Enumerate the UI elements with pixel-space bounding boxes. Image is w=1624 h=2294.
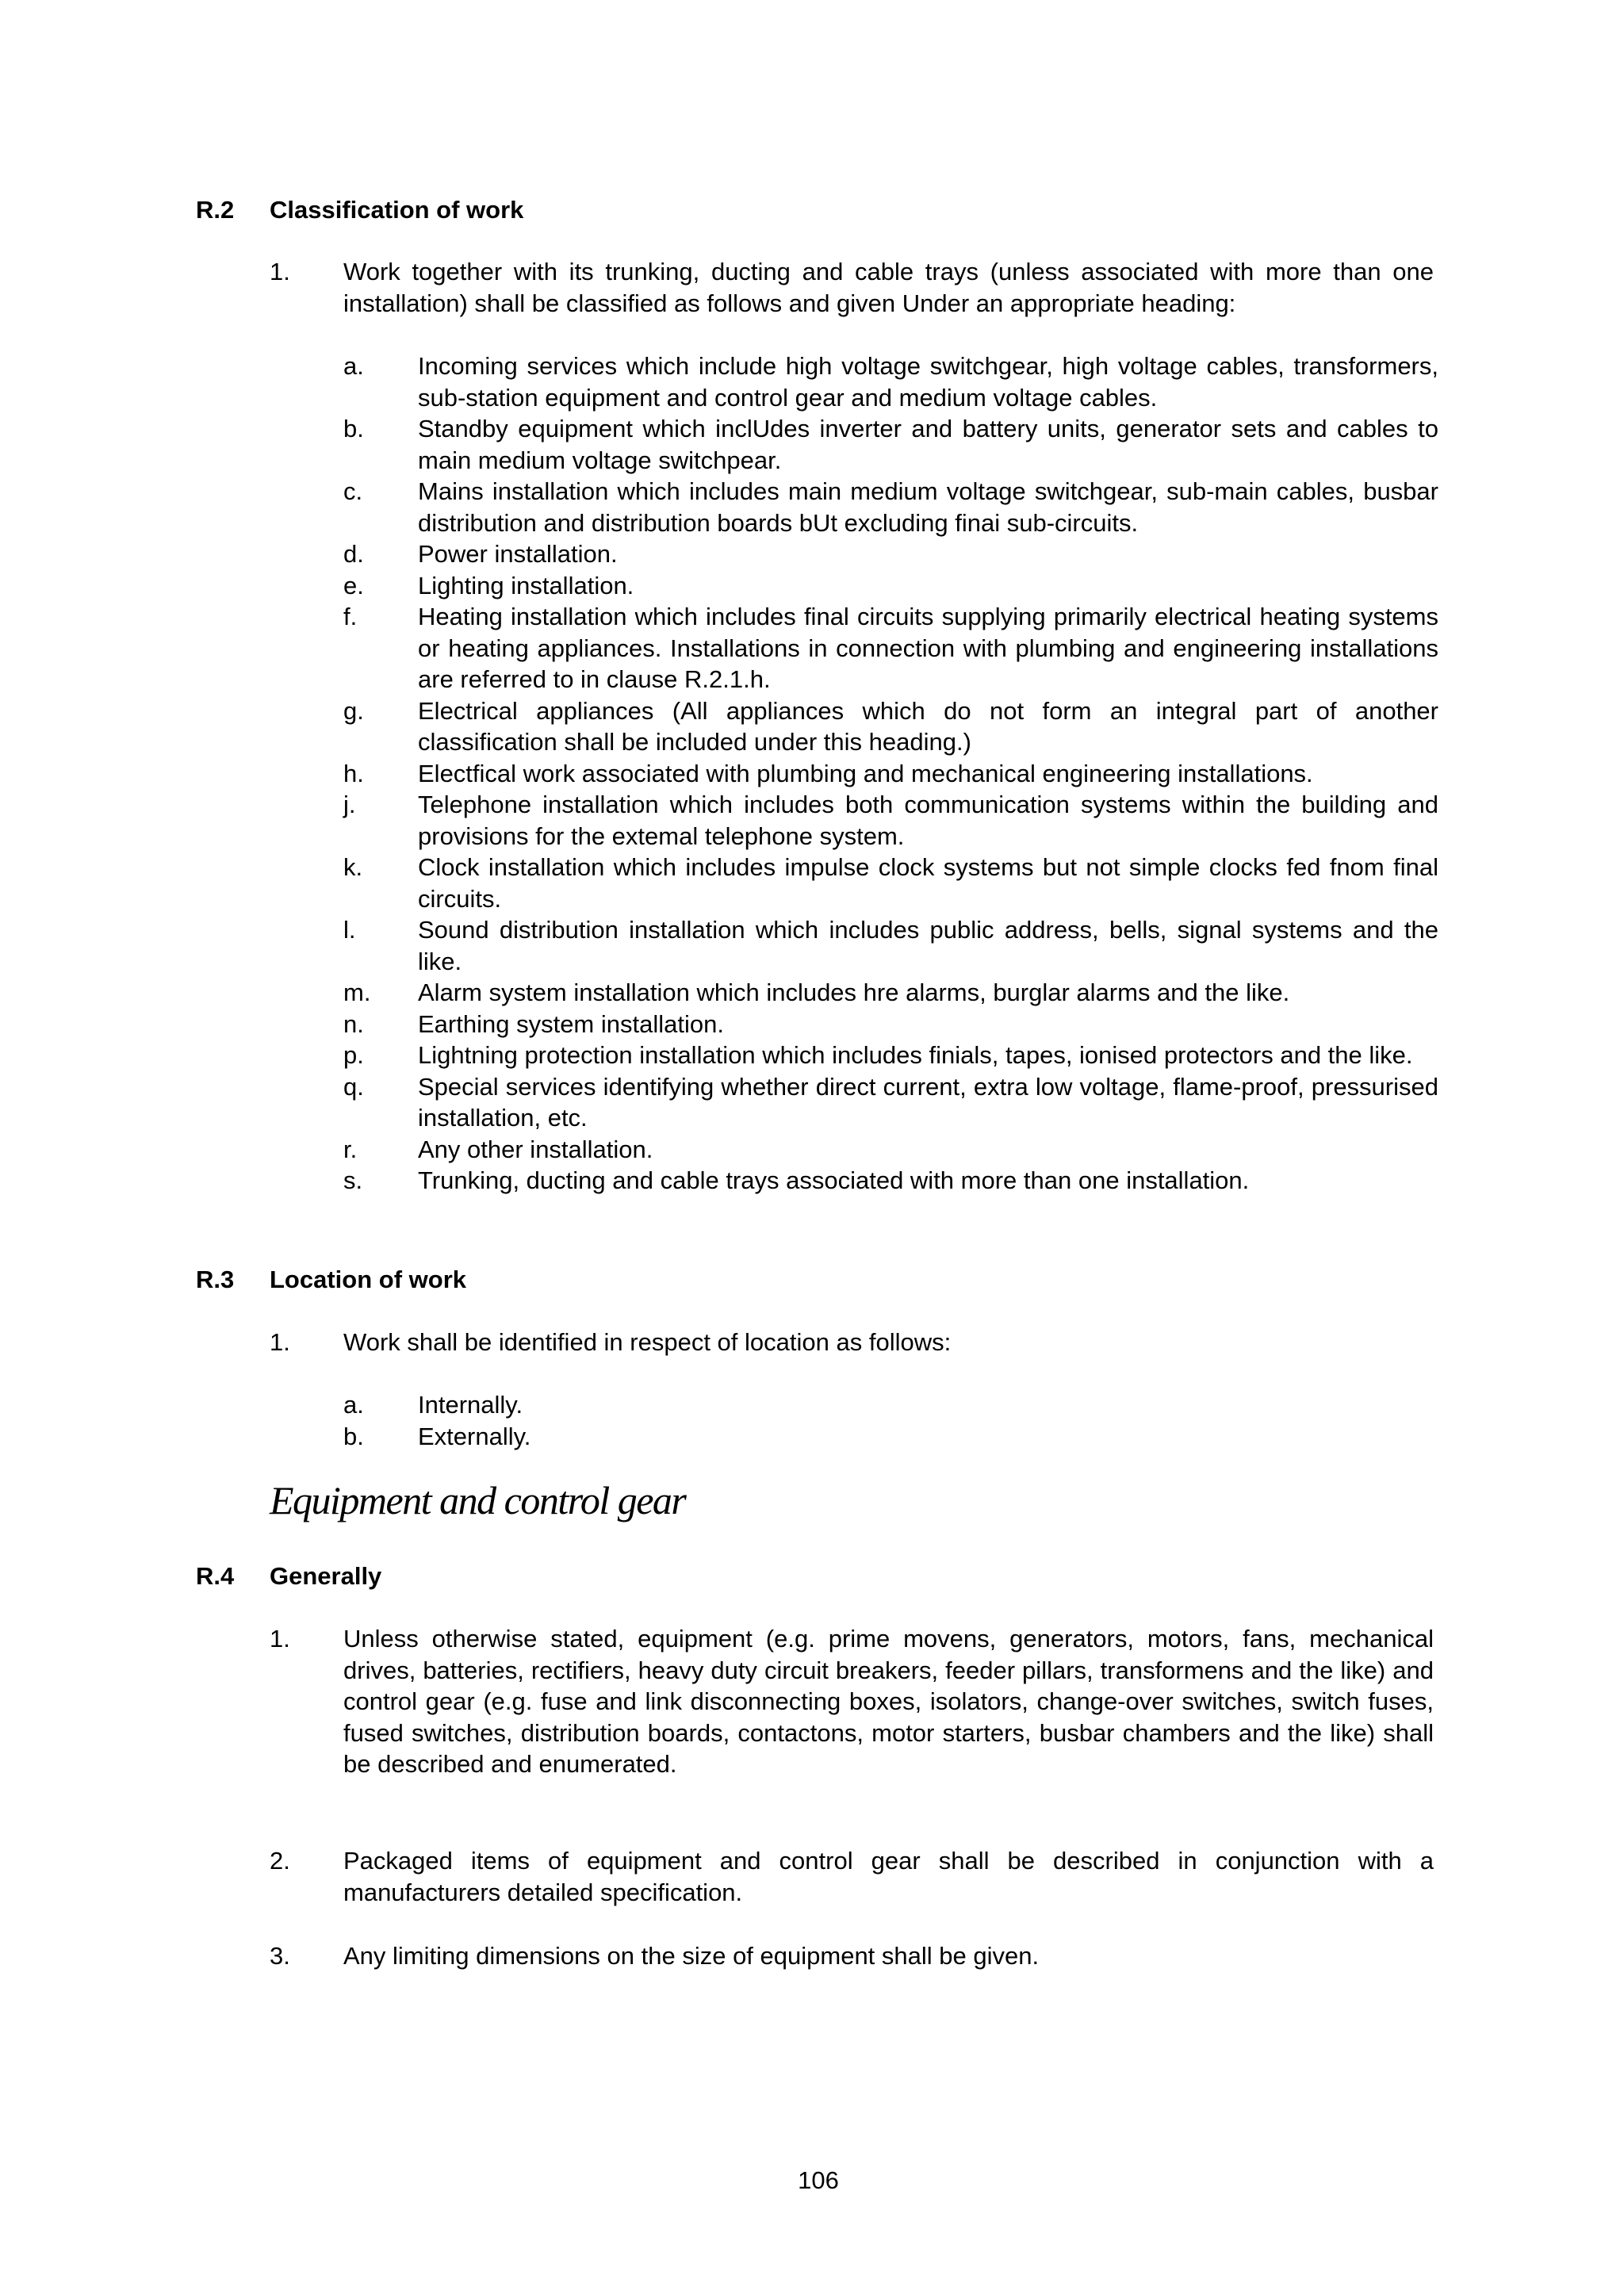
section-number: R.3 [196,1266,235,1293]
list-text: Power installation. [418,540,618,568]
list-item-a [343,350,1446,413]
list-item-q [343,1071,1446,1134]
list-text: Incoming services which include high voltage switchgear, high voltage cables, transformers, sub-station equipment and control gear and medium voltage cables. [418,352,1438,412]
list-text: Standby equipment which inclUdes inverter and battery units, generator sets and cables to main medium voltage switchpear. [418,415,1438,474]
list-item-g [343,695,1446,758]
section-title: Classification of work [270,196,524,224]
list-item-e [343,570,1446,602]
list-letter: a. [343,352,364,380]
list-text: Mains installation which includes main medium voltage switchgear, sub-main cables, busbar distribution and distribution boards bUt excluding finai sub-circuits. [418,477,1438,537]
r2-classification-list [343,350,1446,1197]
paragraph-number: 3. [270,1942,290,1970]
list-item-d [343,538,1446,570]
list-item-b [343,413,1446,476]
section-number: R.2 [196,196,235,224]
list-text: Alarm system installation which includes hre alarms, burglar alarms and the like. [418,978,1290,1006]
list-letter: e. [343,571,364,599]
r2-paragraph-1 [270,256,1443,319]
list-letter: j. [343,791,356,818]
list-letter: r. [343,1135,358,1163]
list-text: Electrical appliances (All appliances which do not form an integral part of another classification shall be included under this heading.) [418,696,1438,756]
list-letter: b. [343,415,364,442]
list-item-n [343,1009,1446,1040]
list-letter: g. [343,696,364,725]
r4-paragraph-1 [270,1623,1443,1780]
list-letter: c. [343,477,363,505]
list-text: Sound distribution installation which includes public address, bells, signal systems and the like. [418,916,1438,975]
paragraph-text: Unless otherwise stated, equipment (e.g. prime movens, generators, motors, fans, mechanical drives, batteries, rectifiers, heavy duty circuit breakers, feeder pillars, transformens and the like) and control gear (e.g. fuse and link disconnecting boxes, isolators, change-over switches, switch fuses, fused switches, distribution boards, contactons, motor starters, busbar chambers and the like) shall be described and enumerated. [343,1625,1434,1778]
page-number: 106 [798,2166,839,2194]
list-letter: q. [343,1072,364,1101]
list-letter: h. [343,759,364,787]
r4-paragraph-2 [270,1845,1443,1908]
section-title: Generally [270,1562,382,1590]
list-text: Trunking, ducting and cable trays associated with more than one installation. [418,1166,1250,1194]
list-item-f [343,601,1446,695]
section-title: Location of work [270,1266,466,1293]
list-text: Electfical work associated with plumbing and mechanical engineering installations. [418,759,1313,787]
list-item-j [343,789,1446,852]
paragraph-number: 1. [270,258,290,285]
list-item-b [343,1421,1446,1453]
list-item-p [343,1040,1446,1071]
list-letter: a. [343,1391,364,1419]
paragraph-number: 2. [270,1847,290,1875]
list-letter: m. [343,978,371,1006]
list-text: Lightning protection installation which includes finials, tapes, ionised protectors and the like. [418,1041,1413,1069]
list-letter: b. [343,1422,364,1450]
list-item-r [343,1134,1446,1166]
list-text: Lighting installation. [418,571,634,599]
list-item-k [343,852,1446,914]
paragraph-number: 1. [270,1625,290,1653]
list-text: Telephone installation which includes both communication systems within the building and provisions for the extemal telephone system. [418,791,1438,850]
paragraph-text: Work together with its trunking, ducting and cable trays (unless associated with more than one installation) shall be classified as follows and given Under an appropriate heading: [343,258,1434,317]
subheading-equipment-control-gear: Equipment and control gear [270,1478,686,1522]
list-letter: s. [343,1166,363,1194]
list-letter: f. [343,603,358,630]
list-text: Earthing system installation. [418,1009,724,1038]
list-letter: n. [343,1009,364,1038]
list-text: Special services identifying whether direct current, extra low voltage, flame-proof, pressurised installation, etc. [418,1072,1438,1132]
paragraph-text: Any limiting dimensions on the size of equipment shall be given. [343,1942,1040,1970]
list-text: Any other installation. [418,1135,653,1163]
list-item-l [343,914,1446,977]
list-item-h [343,758,1446,790]
list-text: Clock installation which includes impulse clock systems but not simple clocks fed fnom final circuits. [418,853,1438,913]
list-item-s [343,1165,1446,1197]
list-text: Internally. [418,1391,523,1419]
section-number: R.4 [196,1562,235,1590]
r3-paragraph-1 [270,1327,1443,1358]
r4-paragraph-3 [270,1940,1443,1972]
list-letter: p. [343,1041,364,1069]
r3-location-list [343,1389,1446,1452]
list-letter: k. [343,853,363,881]
list-item-c [343,476,1446,538]
list-letter: l. [343,916,356,944]
list-text: Heating installation which includes final circuits supplying primarily electrical heating systems or heating appliances. Installations in connection with plumbing and engineering installations are referred to in clause R.2.1.h. [418,603,1438,693]
paragraph-text: Packaged items of equipment and control gear shall be described in conjunction with a manufacturers detailed specification. [343,1847,1434,1906]
list-item-m [343,977,1446,1009]
paragraph-text: Work shall be identified in respect of location as follows: [343,1328,952,1356]
list-text: Externally. [418,1422,531,1450]
paragraph-number: 1. [270,1328,290,1356]
list-letter: d. [343,540,364,568]
list-item-a [343,1389,1446,1421]
